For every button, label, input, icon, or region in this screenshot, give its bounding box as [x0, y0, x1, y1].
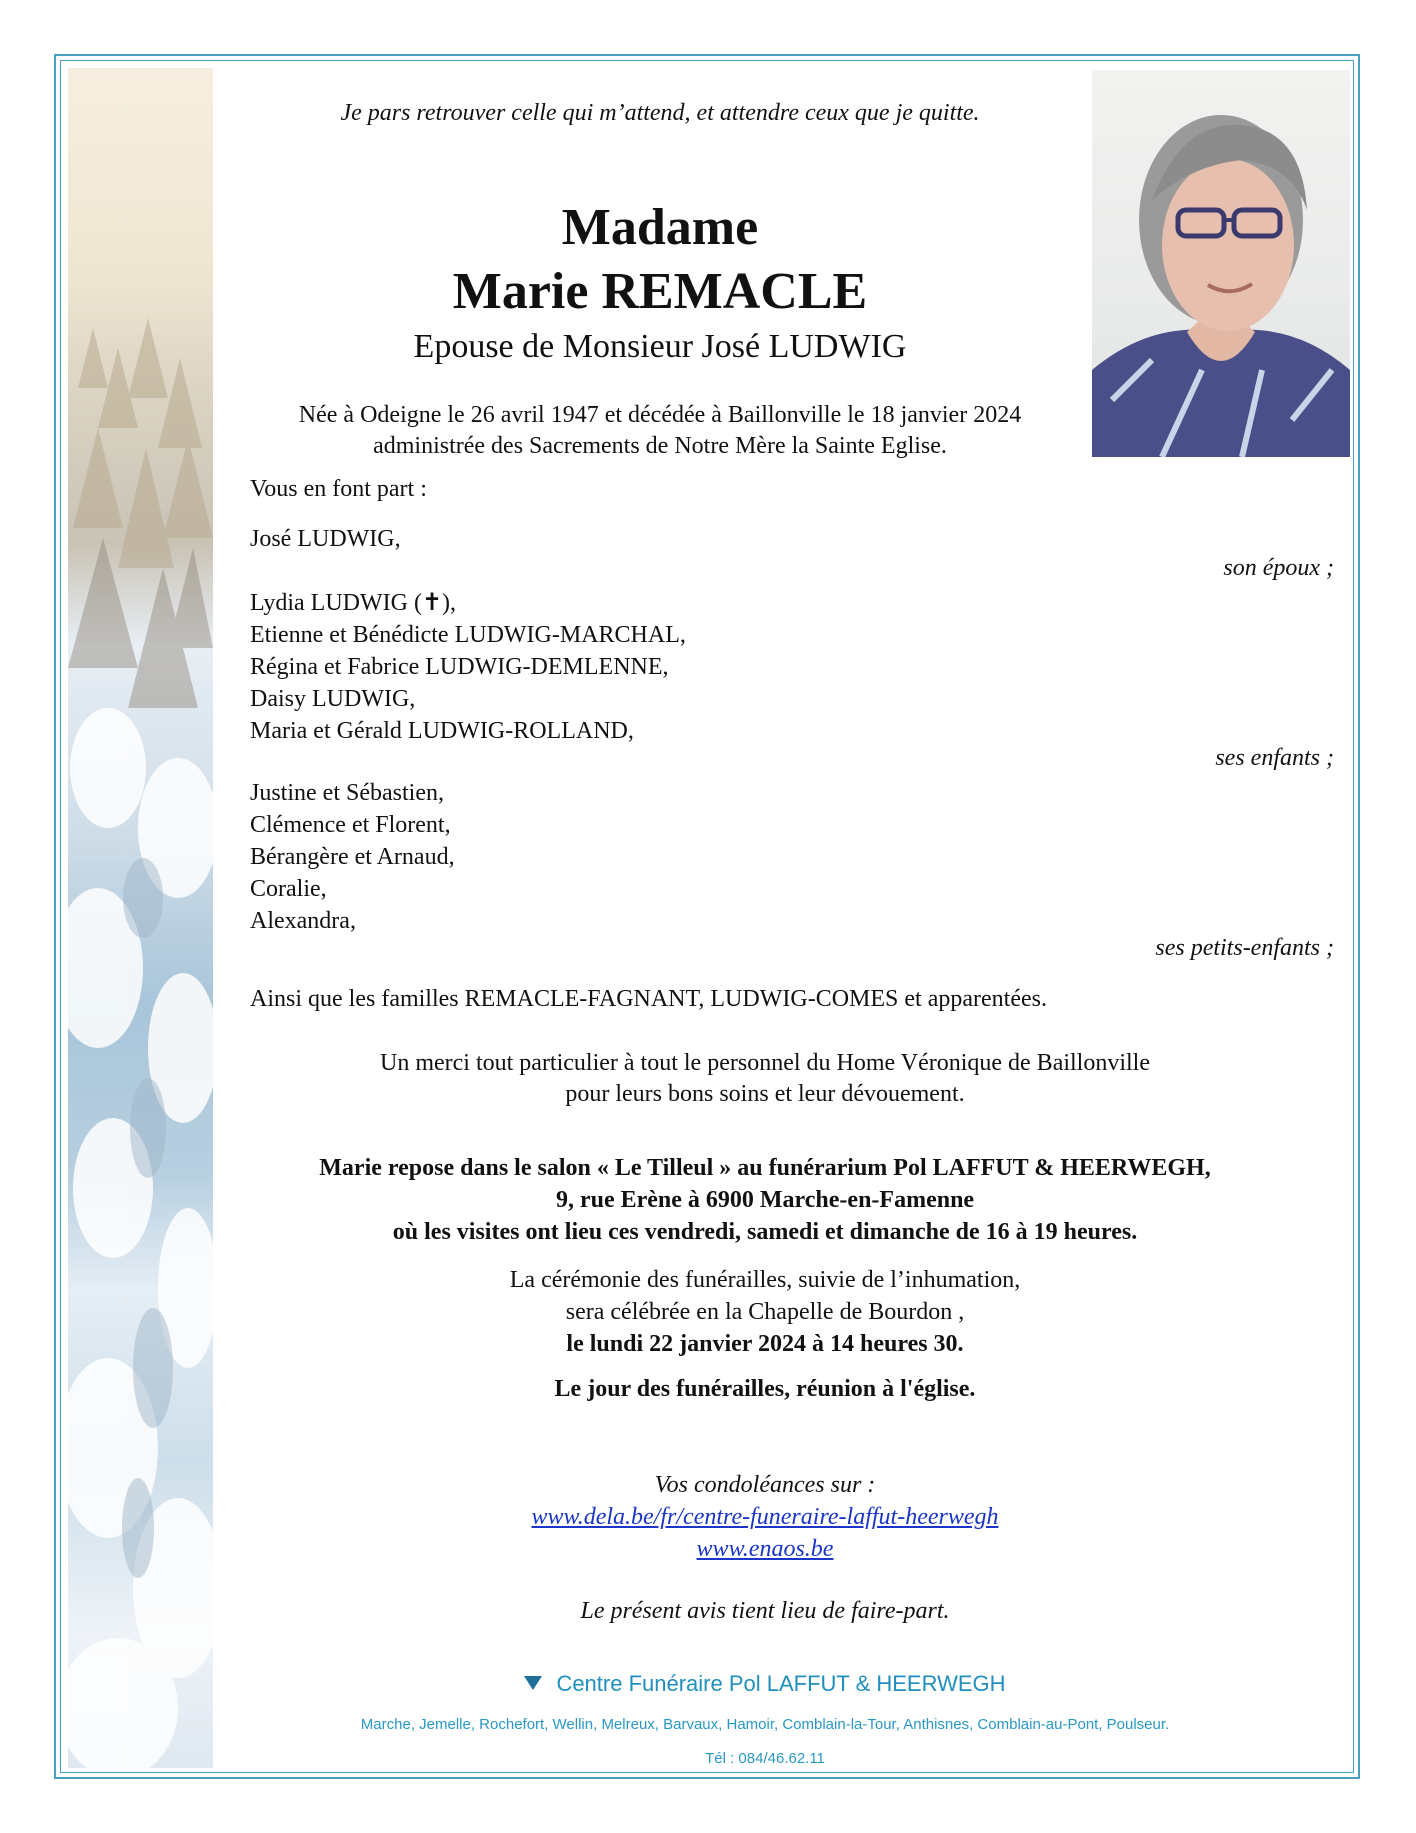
- opening-quote: Je pars retrouver celle qui m’attend, et attendre ceux que je quitte.: [340, 100, 980, 126]
- repose-info: [250, 1152, 1280, 1248]
- title-madame: Madame: [561, 199, 759, 256]
- family-name: José LUDWIG,: [250, 526, 401, 552]
- funeral-center-phone: Tél : 084/46.62.11: [705, 1750, 825, 1767]
- funeral-center-towns: Marche, Jemelle, Rochefort, Wellin, Melreux, Barvaux, Hamoir, Comblain-la-Tour, Anthisnes, Comblain-au-Pont, Poulseur.: [360, 1716, 1170, 1733]
- dela-link[interactable]: www.dela.be/fr/centre-funeraire-laffut-heerwegh: [531, 1504, 999, 1530]
- visits-line: où les visites ont lieu ces vendredi, samedi et dimanche de 16 à 19 heures.: [392, 1219, 1138, 1245]
- title-name: Marie REMACLE: [452, 263, 868, 320]
- family-name: Bérangère et Arnaud,: [250, 844, 455, 870]
- ceremony-date: le lundi 22 janvier 2024 à 14 heures 30.: [566, 1331, 964, 1357]
- sacraments-line: administrée des Sacrements de Notre Mère la Sainte Eglise.: [373, 433, 947, 459]
- portrait-photo: [1092, 70, 1350, 457]
- extended-families: Ainsi que les familles REMACLE-FAGNANT, LUDWIG-COMES et apparentées.: [250, 986, 1047, 1012]
- spouse-subtitle: Epouse de Monsieur José LUDWIG: [413, 328, 907, 365]
- family-name: Régina et Fabrice LUDWIG-DEMLENNE,: [250, 654, 669, 680]
- ceremony-location: sera célébrée en la Chapelle de Bourdon ,: [565, 1299, 965, 1325]
- snow-forest-image: [68, 68, 213, 1768]
- address-line: 9, rue Erène à 6900 Marche-en-Famenne: [555, 1187, 975, 1213]
- funeral-center-label: Centre Funéraire Pol LAFFUT & HEERWEGH: [556, 1671, 1006, 1696]
- birth-line: Née à Odeigne le 26 avril 1947 et décédée à Baillonville le 18 janvier 2024: [298, 402, 1022, 428]
- ceremony-line: La cérémonie des funérailles, suivie de l’inhumation,: [509, 1267, 1021, 1293]
- relation-children: ses enfants ;: [1215, 745, 1334, 771]
- children-list: [250, 587, 686, 747]
- thanks-line: pour leurs bons soins et leur dévouement.: [565, 1081, 965, 1107]
- family-name: Clémence et Florent,: [250, 812, 451, 838]
- grandchildren-list: [250, 777, 455, 937]
- condolences-label: Vos condoléances sur :: [654, 1472, 876, 1498]
- ceremony-info: [250, 1264, 1280, 1360]
- family-name: Lydia LUDWIG (✝),: [250, 590, 457, 616]
- intro-text: Vous en font part :: [250, 476, 427, 502]
- family-name: Alexandra,: [250, 908, 356, 934]
- meeting-info: Le jour des funérailles, réunion à l'église.: [554, 1376, 976, 1402]
- relation-spouse: son époux ;: [1223, 555, 1334, 581]
- enaos-link[interactable]: www.enaos.be: [696, 1536, 834, 1562]
- family-name: Coralie,: [250, 876, 327, 902]
- relation-grandchildren: ses petits-enfants ;: [1155, 935, 1334, 961]
- family-name: Justine et Sébastien,: [250, 780, 444, 806]
- birth-death-info: [220, 400, 1100, 462]
- family-name: Maria et Gérald LUDWIG-ROLLAND,: [250, 718, 634, 744]
- condolences-block: [250, 1469, 1280, 1565]
- funeral-center-name: [250, 1671, 1280, 1697]
- triangle-down-icon: [524, 1676, 542, 1690]
- notice-text: Le présent avis tient lieu de faire-part.: [580, 1598, 950, 1624]
- thanks-line: Un merci tout particulier à tout le personnel du Home Véronique de Baillonville: [379, 1050, 1150, 1076]
- thanks-text: [250, 1048, 1280, 1110]
- family-name: Daisy LUDWIG,: [250, 686, 416, 712]
- family-name: Etienne et Bénédicte LUDWIG-MARCHAL,: [250, 622, 686, 648]
- repose-line: Marie repose dans le salon « Le Tilleul » au funérarium Pol LAFFUT & HEERWEGH,: [319, 1155, 1211, 1181]
